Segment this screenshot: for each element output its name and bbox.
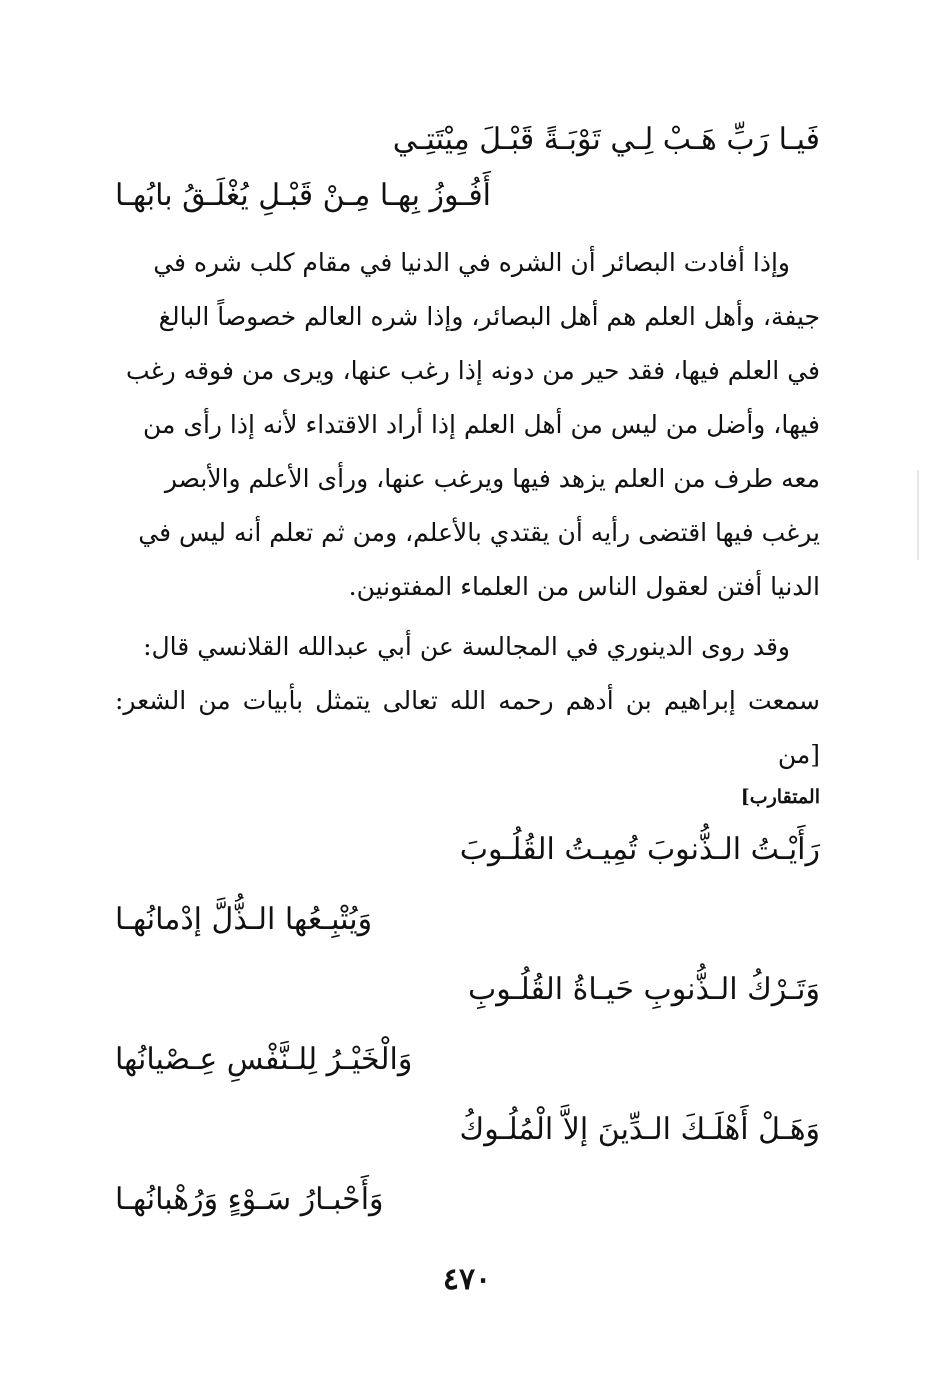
paragraph-line: معه طرف من العلم يزهد فيها ويرغب عنها، ورأى الأعلم والأبصر [164,464,820,493]
page-number: ٤٧٠ [442,1262,492,1297]
meter-label: المتقارب] [740,786,820,808]
paragraph-line: فيها، وأضل من ليس من أهل العلم إذا أراد الاقتداء لأنه إذا رأى من [143,410,820,439]
verse-line: أَفُـوزُ بِهـا مِـنْ قَبْـلِ يُغْلَـقُ بابُهـا [115,178,491,213]
verse-line: وَهَـلْ أَهْلَـكَ الـدِّينَ إلاَّ الْمُلُـوكُ [459,1112,820,1147]
paragraph-line: وقد روى الدينوري في المجالسة عن أبي عبدالله القلانسي قال: [143,632,790,661]
paragraph-line: وإذا أفادت البصائر أن الشره في الدنيا في مقام كلب شره في [153,248,790,277]
paragraph-2 [115,620,820,782]
poem [115,830,820,1220]
verse-line: وَالْخَيْـرُ لِلـنَّفْسِ عِـصْيانُها [115,1042,413,1077]
paragraph-line: يرغب فيها اقتضى رأيه أن يقتدي بالأعلم، ومن ثم تعلم أنه ليس في [138,518,820,547]
verse-line: رَأَيْـتُ الـذُّنوبَ تُمِيـتُ القُلُـوبَ [459,832,820,867]
paragraph-1 [115,236,820,614]
page-body [115,90,820,1220]
verse-line: وَأَحْبـارُ سَـوْءٍ وَرُهْبانُهـا [115,1182,384,1217]
paragraph-line: سمعت إبراهيم بن أدهم رحمه الله تعالى يتمثل بأبيات من الشعر: [من [115,686,820,769]
paragraph-line: جيفة، وأهل العلم هم أهل البصائر، وإذا شره العالم خصوصاً البالغ [158,302,820,331]
paragraph-line: في العلم فيها، فقد حير من دونه إذا رغب عنها، ويرى من فوقه رغب [126,356,820,385]
paragraph-line: الدنيا أفتن لعقول الناس من العلماء المفتونين. [348,572,820,601]
verse-line: وَيُتْبِـعُها الـذُّلَّ إدْمانُهـا [115,902,373,937]
scan-edge-mark [917,470,919,560]
verse-line: وَتَـرْكُ الـذُّنوبِ حَيـاةُ القُلُـوبِ [468,972,820,1007]
verse-line: فَيـا رَبِّ هَـبْ لِـي تَوْبَـةً قَبْـلَ مِيْتَتِـي [392,122,820,157]
